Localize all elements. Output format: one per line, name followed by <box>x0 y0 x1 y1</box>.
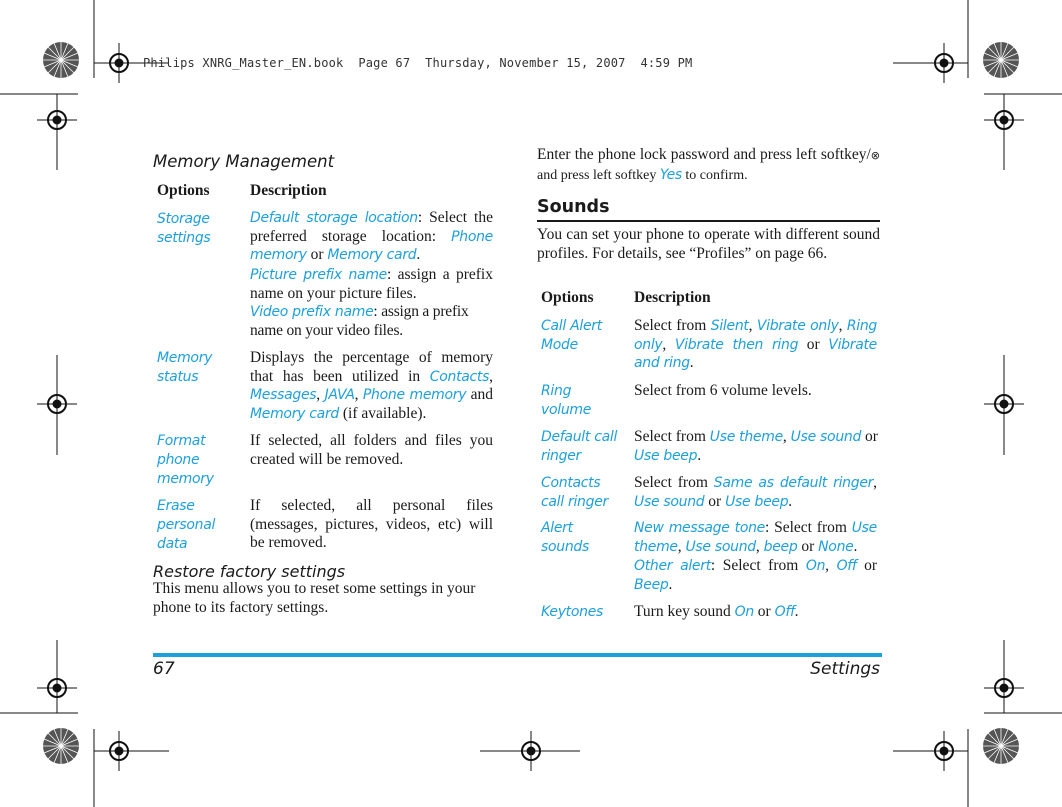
description-keytones: Turn key sound On or Off. <box>634 603 799 620</box>
option-default-call-ringer: Default call ringer <box>541 429 618 464</box>
footer-rule <box>153 653 882 657</box>
description-other-alert: Other alert: Select from On, Off or Beep. <box>634 557 878 593</box>
footer-section-name: Settings <box>810 659 880 679</box>
term-video-prefix-name: Video prefix name <box>250 304 374 320</box>
description-memory-status: Displays the percentage of memory that has been utilized in Contacts, Messages, JAVA, Phone memory and Memory card (if available). <box>250 349 494 422</box>
print-header: Philips XNRG_Master_EN.book Page 67 Thursday, November 15, 2007 4:59 PM <box>143 56 693 70</box>
column-header-options: Options <box>157 182 210 199</box>
section-title-memory-management: Memory Management <box>153 152 335 171</box>
option-contacts-call-ringer: Contacts call ringer <box>541 475 608 510</box>
description-video-prefix: Video prefix name: assign a prefix name on your video files. <box>250 303 469 339</box>
ok-key-icon: ⊗ <box>870 149 880 162</box>
option-call-alert-mode: Call Alert Mode <box>541 318 602 353</box>
column-header-options-sounds: Options <box>541 289 594 306</box>
crop-line <box>94 750 169 753</box>
registration-crosshair-icon <box>984 100 1024 140</box>
restore-description: This menu allows you to reset some settings in your phone to its factory settings. <box>153 580 476 616</box>
description-picture-prefix: Picture prefix name: assign a prefix name on your picture files. <box>250 266 493 302</box>
section-title-restore-factory: Restore factory settings <box>153 562 346 581</box>
crop-line <box>893 62 968 65</box>
value-yes: Yes <box>659 166 682 183</box>
starburst-target-icon <box>982 727 1020 765</box>
registration-crosshair-icon <box>37 100 77 140</box>
description-storage-settings: Default storage location: Select the preferred storage location: Phone memory or Memory card. <box>250 209 493 263</box>
option-memory-status: Memory status <box>157 350 213 385</box>
description-erase-personal-data: If selected, all personal files (messages, pictures, videos, etc) will be removed. <box>250 497 493 551</box>
column-header-description-sounds: Description <box>634 289 711 306</box>
starburst-target-icon <box>42 41 80 79</box>
sounds-title-rule <box>537 220 880 222</box>
crop-line <box>480 750 580 753</box>
description-contacts-call-ringer: Select from Same as default ringer, Use sound or Use beep. <box>634 474 877 510</box>
value-phone-memory: Phone memory <box>250 228 493 263</box>
value-memory-card: Memory card <box>327 247 417 263</box>
lock-password-intro: Enter the phone lock password and press left softkey/⊗ and press left softkey Yes to confirm. <box>537 146 880 183</box>
description-ring-volume: Select from 6 volume levels. <box>634 382 812 399</box>
crop-line <box>893 750 968 753</box>
starburst-target-icon <box>42 727 80 765</box>
page-number: 67 <box>153 659 175 679</box>
term-default-storage-location: Default storage location <box>250 210 418 226</box>
registration-crosshair-icon <box>37 668 77 708</box>
option-keytones: Keytones <box>541 604 604 620</box>
description-format-phone-memory: If selected, all folders and files you created will be removed. <box>250 432 493 468</box>
description-alert-sounds: New message tone: Select from Use theme, Use sound, beep or None. <box>634 519 877 555</box>
registration-crosshair-icon <box>984 384 1024 424</box>
sounds-description: You can set your phone to operate with different sound profiles. For details, see “Profiles” on page 66. <box>537 226 880 262</box>
option-storage-settings: Storage settings <box>157 211 211 246</box>
registration-crosshair-icon <box>37 384 77 424</box>
option-erase-personal-data: Erase personal data <box>157 498 216 552</box>
description-call-alert-mode: Select from Silent, Vibrate only, Ring only, Vibrate then ring or Vibrate and ring. <box>634 317 878 371</box>
option-alert-sounds: Alert sounds <box>541 520 589 555</box>
option-format-phone-memory: Format phone memory <box>157 433 214 487</box>
column-header-description: Description <box>250 182 327 199</box>
starburst-target-icon <box>982 41 1020 79</box>
section-title-sounds: Sounds <box>537 197 610 217</box>
registration-crosshair-icon <box>984 668 1024 708</box>
option-ring-volume: Ring volume <box>541 383 592 418</box>
term-picture-prefix-name: Picture prefix name <box>250 267 387 283</box>
description-default-call-ringer: Select from Use theme, Use sound or Use beep. <box>634 428 878 464</box>
